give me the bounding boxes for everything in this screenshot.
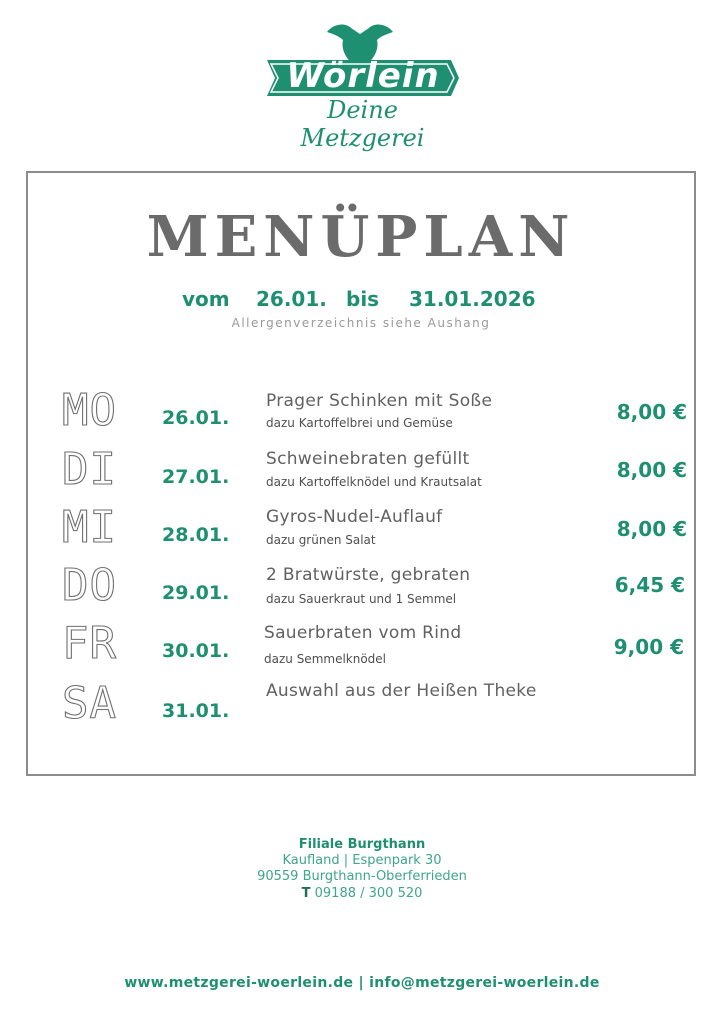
day-label-do: DO [62,560,117,611]
date-mo: 26.01. [162,407,230,429]
branch-address-1: Kaufland | Espenpark 30 [282,853,442,868]
day-label-mi: MI [62,502,117,553]
date-mi: 28.01. [162,524,230,546]
dish-di: Schweinebraten gefüllt [266,449,470,469]
date-di: 27.01. [162,466,230,488]
dish-sa: Auswahl aus der Heißen Theke [266,681,537,701]
dish-fr: Sauerbraten vom Rind [264,623,462,643]
logo-tagline: Deine Metzgerei [300,96,425,152]
branch-name: Filiale Burgthann [298,837,426,852]
range-to-date: 31.01.2026 [409,287,536,311]
price-mi: 8,00 € [616,517,687,541]
price-di: 8,00 € [616,458,687,482]
price-fr: 9,00 € [613,635,684,659]
phone-label: T [301,886,311,901]
range-to-label: bis [346,287,380,311]
day-label-fr: FR [62,618,117,669]
logo-wordmark: Wörlein [286,56,440,96]
menu-title: MENÜPLAN [146,204,576,270]
day-label-di: DI [62,444,117,495]
branch-address-2: 90559 Burgthann-Oberferrieden [257,869,467,884]
date-fr: 30.01. [162,640,230,662]
side-mi: dazu grünen Salat [266,533,376,547]
allergen-note: Allergenverzeichnis siehe Aushang [231,316,491,330]
dish-mo: Prager Schinken mit Soße [266,391,493,411]
price-do: 6,45 € [614,573,685,597]
range-from-date: 26.01. [256,287,327,311]
day-label-mo: MO [62,385,117,436]
footer-links[interactable]: www.metzgerei-woerlein.de | info@metzgerei-woerlein.de [124,975,600,991]
side-do: dazu Sauerkraut und 1 Semmel [266,592,457,606]
date-sa: 31.01. [162,700,230,722]
date-do: 29.01. [162,582,230,604]
range-from-label: vom [182,287,230,311]
side-mo: dazu Kartoffelbrei und Gemüse [266,416,453,430]
dish-do: 2 Bratwürste, gebraten [266,565,471,585]
dish-mi: Gyros-Nudel-Auflauf [266,507,443,527]
branch-phone [0,886,724,901]
phone-number: 09188 / 300 520 [314,886,423,901]
day-label-sa: SA [62,678,117,729]
side-fr: dazu Semmelknödel [264,652,387,666]
side-di: dazu Kartoffelknödel und Krautsalat [266,475,482,489]
price-mo: 8,00 € [616,400,687,424]
